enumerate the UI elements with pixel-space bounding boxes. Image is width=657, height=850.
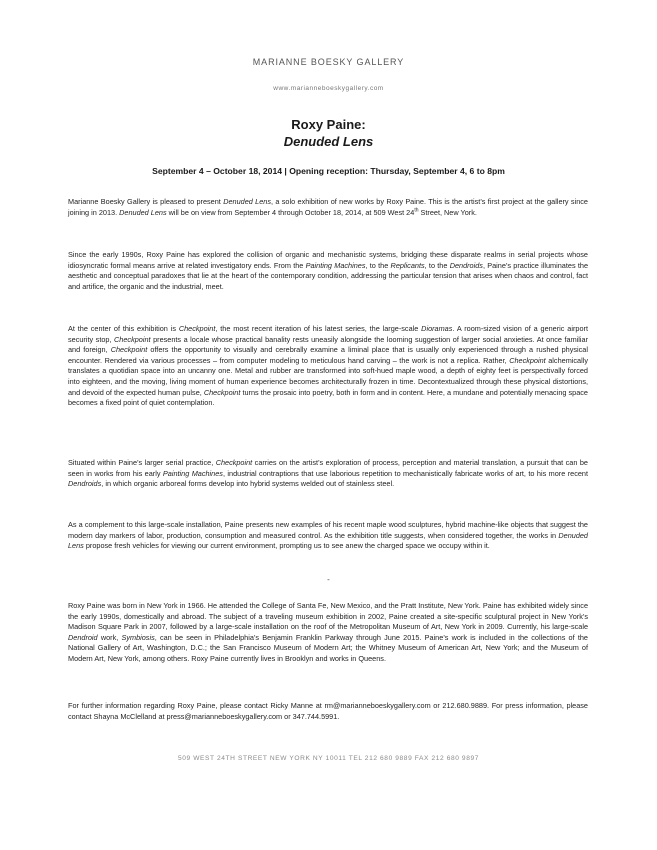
artist-title: Roxy Paine: — [291, 117, 366, 132]
checkpoint-paragraph: At the center of this exhibition is Checkpoint, the most recent iteration of his latest series, the large-scale Dioramas. A room-sized vision of a generic airport security stop, Checkpoint presents a locale whose practical banality rests uneasily alongside the looming suggestion of larger social anxieties. At once familiar and foreign, Checkpoint offers the opportunity to visually and cerebrally examine a liminal place that is usually only experienced through a rushed physical encounter. Rendered via various processes – from computer modeling to meticulous hand carving – the work is not a replica. Rather, Checkpoint alchemically translates a quotidian space into an uncanny one. Metal and rubber are transformed into soft-hued maple wood, a depth of eighty feet is perspectivally forced into eighteen, and the moving, living moment of human experience becomes architecturally frozen in time. Decontextualized through these physical distortions, and devoid of the expected human pulse, Checkpoint turns the prosaic into poetry, both in form and in content. Here, a mundane and potentially menacing space becomes a fixed point of quiet contemplation. — [68, 324, 589, 408]
exhibition-dates: September 4 – October 18, 2014 | Opening reception: Thursday, September 4, 6 to 8pm — [152, 166, 505, 176]
biography-paragraph: Roxy Paine was born in New York in 1966. He attended the College of Santa Fe, New Mexico, and the Pratt Institute, New York. Paine has exhibited widely since the early 1990s, domestically and abroad. The subject of a traveling museum exhibition in 2002, Paine created a site-specific sculptural project in New York’s Madison Square Park in 2007, followed by a large-scale installation on the roof of the Metropolitan Museum of Art, New York in 2009. Currently, his large-scale Dendroid work, Symbiosis, can be seen in Philadelphia’s Benjamin Franklin Parkway through June 2015. Paine’s work is included in the collections of the National Gallery of Art, Washington, D.C.; the San Francisco Museum of Modern Art; the Whitney Museum of American Art, New York; and the Museum of Modern Art, New York, among others. Roxy Paine currently lives in Brooklyn and works in Queens. — [68, 601, 588, 663]
title-block — [0, 116, 657, 150]
gallery-address-footer: 509 WEST 24TH STREET NEW YORK NY 10011 TEL 212 680 9889 FAX 212 680 9897 — [178, 755, 479, 762]
contact-paragraph: For further information regarding Roxy Paine, please contact Ricky Manne at rm@marianneboeskygallery.com or 212.680.9889. For press information, please contact Shayna McClelland at press@marianneboeskygallery.com or 347.744.5991. — [68, 701, 588, 721]
complement-paragraph: As a complement to this large-scale installation, Paine presents new examples of his recent maple wood sculptures, hybrid machine-like objects that suggest the modern day markers of labor, production, consumption and measured control. As the exhibition title suggests, when considered together, the works in Denuded Lens propose fresh vehicles for viewing our current environment, prompting us to see anew the charged space we occupy within it. — [68, 520, 588, 551]
serial-practice-paragraph: Situated within Paine’s larger serial practice, Checkpoint carries on the artist’s exploration of process, perception and material translation, a pursuit that can be seen in works from his early Painting Machines, industrial contraptions that use laborious repetition to mechanistically fabricate works of art, to his more recent Dendroids, in which organic arboreal forms develop into hybrid systems welded out of stainless steel. — [68, 458, 588, 489]
gallery-letterhead: MARIANNE BOESKY GALLERY — [252, 57, 405, 67]
exhibition-title: Denuded Lens — [283, 134, 374, 149]
intro-paragraph: Marianne Boesky Gallery is pleased to present Denuded Lens, a solo exhibition of new works by Roxy Paine. This is the artist’s first project at the gallery since joining in 2013. Denuded Lens will be on view from September 4 through October 18, 2014, at 509 West 24th Street, New York. — [68, 197, 588, 217]
gallery-website[interactable]: www.marianneboeskygallery.com — [273, 85, 384, 92]
practice-paragraph: Since the early 1990s, Roxy Paine has explored the collision of organic and mechanistic systems, bridging these disparate realms in serial projects whose idiosyncratic formal means arrive at related investigatory ends. From the Painting Machines, to the Replicants, to the Dendroids, Paine’s practice illuminates the aesthetic and conceptual paradoxes that lie at the heart of the contemporary condition, addressing the particular tension that arises when chaos and control, fact and artifice, the organic and the industrial, meet. — [68, 250, 589, 291]
section-separator: - — [327, 575, 330, 584]
